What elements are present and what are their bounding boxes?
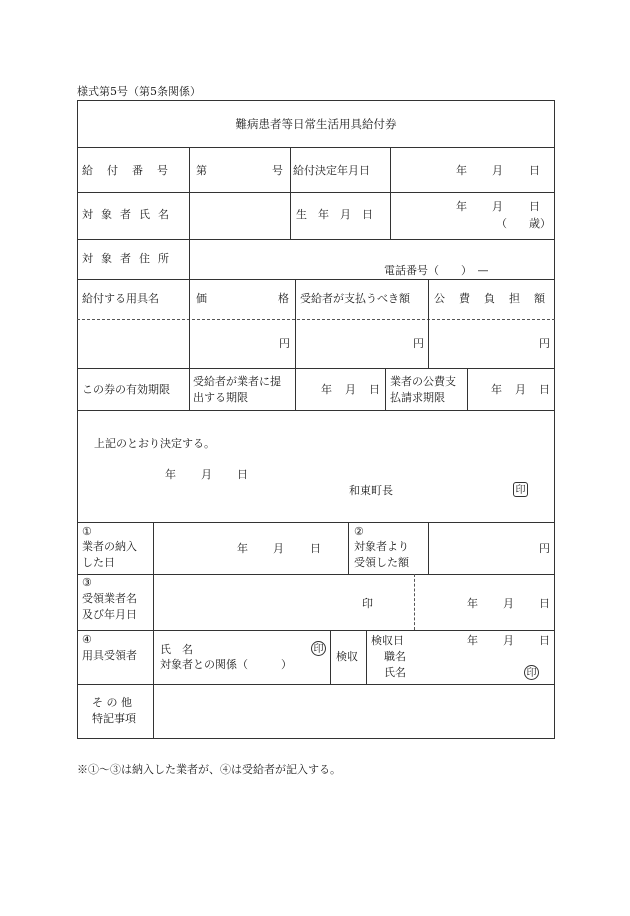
unit-yen: 円: [539, 542, 550, 555]
seal-stamp-box: 印: [513, 482, 528, 497]
label-public-pay: 公費負担額: [434, 292, 559, 305]
col-line: [330, 630, 331, 684]
vendor-seal-mark: 印: [362, 597, 373, 610]
label-claim-line2: 払請求期限: [390, 391, 445, 404]
label-name: 氏名: [384, 666, 406, 679]
unit-day: 日: [237, 468, 248, 481]
dashed-row-line: [77, 319, 555, 320]
recipient-seal-circle: 印: [311, 641, 326, 656]
label-inspection: 検収: [336, 650, 358, 663]
form-reference: 様式第5号（第5条関係）: [77, 85, 201, 98]
dashed-col-line: [414, 574, 415, 630]
label-received-line2: 受領した額: [354, 556, 409, 569]
unit-yen: 円: [279, 337, 290, 350]
unit-day: 日: [310, 542, 321, 555]
label-validity: この券の有効期限: [82, 383, 170, 396]
unit-age: （ 歳）: [496, 217, 551, 230]
label-taisho-name: 対象者氏名: [82, 208, 177, 221]
form-title: 難病患者等日常生活用具給付券: [235, 117, 397, 131]
row-line: [77, 684, 555, 685]
unit-year: 年: [237, 542, 248, 555]
label-dai: 第: [196, 164, 207, 177]
unit-month: 月: [273, 542, 284, 555]
mayor-title: 和東町長: [349, 484, 393, 497]
unit-month: 月: [503, 597, 514, 610]
col-line: [295, 279, 296, 368]
label-submit-line2: 出する期限: [193, 391, 248, 404]
col-line: [428, 522, 429, 574]
number-four: ④: [82, 633, 92, 646]
label-delivery-line1: 業者の納入: [82, 540, 137, 553]
unit-yen: 円: [539, 337, 550, 350]
unit-year: 年: [165, 468, 176, 481]
label-other-line2: 特記事項: [92, 712, 136, 725]
label-submit-line1: 受給者が業者に提: [193, 375, 281, 388]
unit-month: 月: [201, 468, 212, 481]
col-line: [295, 368, 296, 410]
number-three: ③: [82, 576, 92, 589]
inspector-seal-circle: 印: [524, 665, 539, 680]
col-line: [390, 147, 391, 239]
number-one: ①: [82, 525, 92, 538]
row-line: [77, 279, 555, 280]
label-vendor-line1: 受領業者名: [82, 592, 137, 605]
label-item-name: 給付する用具名: [82, 292, 159, 305]
number-two: ②: [354, 525, 364, 538]
unit-year: 年: [321, 383, 332, 396]
label-post: 職名: [384, 650, 406, 663]
col-line: [366, 630, 367, 684]
unit-month: 月: [345, 383, 356, 396]
row-line: [77, 630, 555, 631]
row-line: [77, 410, 555, 411]
label-other-line1: そ の 他: [92, 696, 132, 709]
label-relation: 対象者との関係（ ）: [160, 658, 292, 671]
unit-day: 日: [539, 597, 550, 610]
col-line: [348, 522, 349, 574]
unit-yen: 円: [413, 337, 424, 350]
col-line: [385, 368, 386, 410]
decision-text: 上記のとおり決定する。: [94, 437, 215, 450]
label-vendor-line2: 及び年月日: [82, 608, 137, 621]
label-received-line1: 対象者より: [354, 540, 409, 553]
label-shimei: 氏 名: [160, 643, 193, 656]
col-line: [290, 147, 291, 239]
label-address: 対象者住所: [82, 252, 177, 265]
unit-day: 日: [529, 164, 540, 177]
unit-year: 年: [456, 200, 467, 213]
unit-year: 年: [467, 597, 478, 610]
label-kyufu-bango: 給付番号: [82, 164, 182, 177]
unit-month: 月: [492, 164, 503, 177]
row-line: [77, 368, 555, 369]
col-line: [189, 368, 190, 410]
label-price: 価: [196, 292, 207, 305]
row-line: [77, 522, 555, 523]
label-go: 号: [272, 164, 283, 177]
unit-year: 年: [456, 164, 467, 177]
unit-month: 月: [515, 383, 526, 396]
unit-day: 日: [529, 200, 540, 213]
label-recipient: 用具受領者: [82, 649, 137, 662]
label-phone: 電話番号（ ） —: [384, 264, 489, 277]
unit-year: 年: [491, 383, 502, 396]
label-self-pay: 受給者が支払うべき額: [300, 292, 410, 305]
row-line: [77, 192, 555, 193]
row-line: [77, 574, 555, 575]
col-line: [189, 147, 190, 368]
label-price2: 格: [278, 292, 289, 305]
col-line: [428, 279, 429, 368]
col-line: [153, 522, 154, 739]
footnote: ※①～③は納入した業者が、④は受給者が記入する。: [77, 763, 341, 776]
unit-year: 年: [467, 634, 478, 647]
label-birth-date: 生年月日: [296, 208, 384, 221]
unit-month: 月: [492, 200, 503, 213]
unit-month: 月: [503, 634, 514, 647]
label-delivery-line2: した日: [82, 556, 115, 569]
unit-day: 日: [539, 383, 550, 396]
label-claim-line1: 業者の公費支: [390, 375, 456, 388]
row-line: [77, 147, 555, 148]
label-kettei-date: 給付決定年月日: [293, 164, 370, 177]
label-inspect-date: 検収日: [371, 634, 404, 647]
col-line: [467, 368, 468, 410]
row-line: [77, 239, 555, 240]
unit-day: 日: [539, 634, 550, 647]
unit-day: 日: [369, 383, 380, 396]
